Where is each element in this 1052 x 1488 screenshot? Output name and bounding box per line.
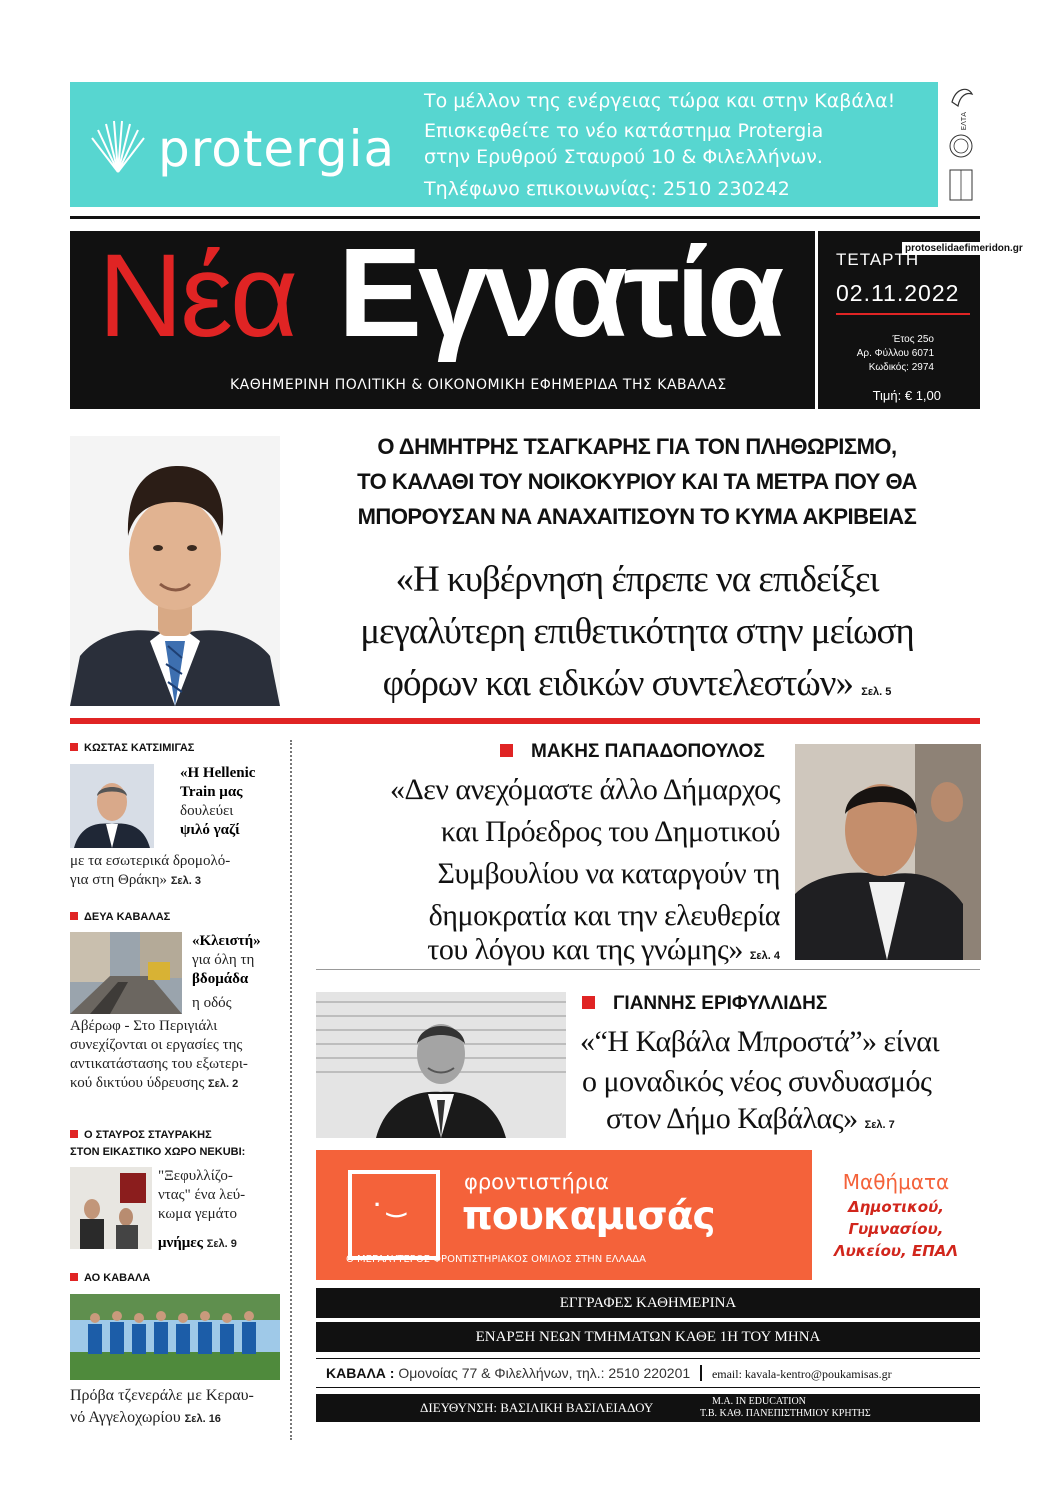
lead-quote-line: «Η κυβέρνηση έπρεπε να επιδείξει [395,559,879,600]
red-square-icon [70,912,78,920]
page-ref: Σελ. 16 [184,1413,221,1425]
story-text-line: ψιλό γαζί [180,822,240,838]
masthead-title-egnatia: Εγνατία [338,222,781,363]
story-text-line: «Κλειστή» [192,933,261,949]
story-text-line: δουλεύει [180,803,234,819]
photo-katsimigas [70,764,154,848]
photo-roadworks [70,932,182,1014]
story-text-line: συνεχίζονται οι εργασίες της [70,1037,243,1053]
issue-code: Κωδικός: 2974 [868,362,934,373]
mayor-quote-line: Συμβουλίου να καταργούν τη [437,857,780,890]
photo-papadopoulos [795,744,981,960]
ad-line: Το μέλλον της ενέργειας τώρα και στην Καβάλα! [424,90,896,112]
erif-quote-line: «“Η Καβάλα Μπροστά”» είναι [580,1025,940,1058]
story-text-line: Train μας [180,784,243,800]
red-square-icon [500,744,513,757]
ad-line: Επισκεφθείτε το νέο κατάστημα Protergia [424,120,824,142]
page-ref: Σελ. 3 [170,875,201,887]
lead-headline-line: Ο ΔΗΜΗΤΡΗΣ ΤΣΑΓΚΑΡΗΣ ΓΙΑ ΤΟΝ ΠΛΗΘΩΡΙΣΜΟ, [377,434,897,459]
story-text-line: νό Αγγελοχωρίου Σελ. 16 [70,1409,221,1426]
lead-quote-line: μεγαλύτερη επιθετικότητα στην μείωση [360,611,914,652]
page-ref: Σελ. 9 [206,1238,237,1250]
erif-quote-line: στον Δήμο Καβάλας» Σελ. 7 [606,1102,895,1135]
photo-erifyllidis [316,992,566,1138]
lead-headline-line: ΤΟ ΚΑΛΑΘΙ ΤΟΥ ΝΟΙΚΟΚΥΡΙΟΥ ΚΑΙ ΤΑ ΜΕΤΡΑ ΠΟΥ ΘΑ [357,469,917,494]
mayor-quote-line: «Δεν ανεχόμαστε άλλο Δήμαρχος [389,773,780,806]
story-text-line: βδομάδα [192,971,249,987]
issue-number: Αρ. Φύλλου 6071 [856,348,934,359]
story-text-line: αντικατάστασης του εξωτερι- [70,1056,248,1072]
ad-strip-registrations: ΕΓΓΡΑΦΕΣ ΚΑΘΗΜΕΡΙΝΑ [316,1288,980,1318]
story-divider [316,969,980,970]
kicker-papadopoulos: ΜΑΚΗΣ ΠΑΠΑΔΟΠΟΥΛΟΣ [500,741,765,763]
ad-strip-new-classes: ΕΝΑΡΞΗ ΝΕΩΝ ΤΜΗΜΑΤΩΝ ΚΑΘΕ 1Η ΤΟΥ ΜΗΝΑ [316,1322,980,1352]
column-separator [290,740,292,1440]
ad-email[interactable]: email: kavala-kentro@poukamisas.gr [711,1367,892,1381]
red-square-icon [70,1130,78,1138]
ad-city: ΚΑΒΑΛΑ : [326,1365,395,1381]
poukamisas-ad [316,1150,980,1280]
page-ref: Σελ. 4 [749,950,780,962]
source-watermark: protoselidaefimeridon.gr [902,242,1026,255]
story-text-line: για στη Θράκη» Σελ. 3 [70,872,201,888]
kicker-stavrakis: Ο ΣΤΑΥΡΟΣ ΣΤΑΥΡΑΚΗΣ [70,1129,212,1141]
postal-stamp-icon [946,84,976,204]
masthead-title-nea: Νέα [98,230,296,362]
poukamisas-tagline: Ο ΜΕΓΑΛΥΤΕΡΟΣ ΦΡΟΝΤΙΣΤΗΡΙΑΚΟΣ ΟΜΙΛΟΣ ΣΤΗΝ ΕΛΛΑΔΑ [346,1254,646,1265]
course-item: Γυμνασίου, [848,1220,944,1238]
story-text-line: ντας" ένα λεύ- [158,1187,246,1203]
protergia-logo: protergia [158,120,396,178]
protergia-ad [70,82,938,207]
masthead-subtitle: ΚΑΘΗΜΕΡΙΝΗ ΠΟΛΙΤΙΚΗ & ΟΙΚΟΝΟΜΙΚΗ ΕΦΗΜΕΡΙΔΑ ΤΗΣ ΚΑΒΑΛΑΣ [230,377,727,393]
ad-director: ΔΙΕΥΘΥΝΣΗ: ΒΑΣΙΛΙΚΗ ΒΑΣΙΛΕΙΑΔΟΥ [420,1400,654,1415]
ad-line: στην Ερυθρού Σταυρού 10 & Φιλελλήνων. [424,146,823,168]
ad-credentials: Τ.Β. ΚΑΘ. ΠΑΝΕΠΙΣΤΗΜΙΟΥ ΚΡΗΤΗΣ [700,1408,871,1419]
story-text-line: η οδός [192,995,232,1011]
section-divider-red [70,718,980,724]
page-ref: Σελ. 7 [864,1119,895,1131]
page-ref: Σελ. 2 [208,1078,239,1090]
date-underline [836,313,970,315]
issue-date: 02.11.2022 [836,280,960,306]
ad-credentials: Μ.Α. IN EDUCATION [712,1396,806,1407]
story-text-line: κού δικτύου ύδρευσης Σελ. 2 [70,1075,239,1091]
kicker-katsimigas: ΚΩΣΤΑΣ ΚΑΤΣΙΜΙΓΑΣ [70,742,194,754]
story-text-line: μνήμες Σελ. 9 [158,1235,237,1251]
issue-price: Τιμή: € 1,00 [872,388,941,403]
protergia-sun-icon [88,116,148,176]
lead-photo-tsagkaris [70,436,280,706]
poukamisas-brand-top: φροντιστήρια [464,1170,610,1194]
wink-icon: · ‿ [374,1192,406,1217]
lead-quote-line [292,662,982,705]
ad-address: Ομονοίας 77 & Φιλελλήνων, τηλ.: 2510 220201 [398,1365,691,1381]
page-ref: Σελ. 5 [861,686,892,698]
svg-text:ΕΛΤΑ: ΕΛΤΑ [960,112,968,131]
story-text-line: "Ξεφυλλίζο- [158,1168,233,1184]
red-square-icon [582,996,595,1009]
kicker-deya: ΔΕΥΑ ΚΑΒΑΛΑΣ [70,911,170,923]
erif-quote-line: ο μοναδικός νέος συνδυασμός [582,1065,932,1098]
story-text-line: Πρόβα τζενεράλε με Κεραυ- [70,1387,254,1404]
story-text-line: με τα εσωτερικά δρομολό- [70,853,231,869]
divider [70,216,980,219]
photo-exhibition [70,1167,152,1249]
kicker-stavrakis-line2: ΣΤΟΝ ΕΙΚΑΣΤΙΚΟ ΧΩΡΟ ΝΕΚUBI: [70,1146,246,1158]
ad-address-row [316,1358,980,1388]
story-text-line: «Η Hellenic [180,765,256,781]
red-square-icon [70,743,78,751]
lead-headline-line: ΜΠΟΡΟΥΣΑΝ ΝΑ ΑΝΑΧΑΙΤΙΣΟΥΝ ΤΟ ΚΥΜΑ ΑΚΡΙΒΕΙΑΣ [357,504,917,529]
issue-year: Έτος 25ο [892,334,934,345]
kicker-ao-kavala: ΑΟ ΚΑΒΑΛΑ [70,1272,150,1284]
mayor-quote-line: του λόγου και της γνώμης» Σελ. 4 [427,933,780,966]
mayor-quote-line: δημοκρατία και την ελευθερία [428,899,780,932]
story-text-line: για όλη τη [192,952,255,968]
poukamisas-brand: πουκαμισάς [462,1194,715,1239]
red-square-icon [70,1273,78,1281]
course-item: Δημοτικού, [848,1198,944,1216]
ad-line: Τηλέφωνο επικοινωνίας: 2510 230242 [424,178,790,200]
photo-football-team [70,1294,280,1380]
kicker-erifyllidis: ΓΙΑΝΝΗΣ ΕΡΙΦΥΛΛΙΔΗΣ [582,993,827,1015]
course-item: Λυκείου, ΕΠΑΛ [834,1242,958,1260]
story-text-line: κωμα γεμάτο [158,1206,238,1222]
ad-director-row [316,1394,980,1422]
issue-day: ΤΕΤΑΡΤΗ [836,250,920,269]
lead-quote-text: φόρων και ειδικών συντελεστών» [382,663,853,704]
courses-title: Μαθήματα [842,1170,950,1194]
mayor-quote-line: και Πρόεδρος του Δημοτικού [440,815,780,848]
story-text-line: Αβέρωφ - Στο Περιγιάλι [70,1018,218,1034]
